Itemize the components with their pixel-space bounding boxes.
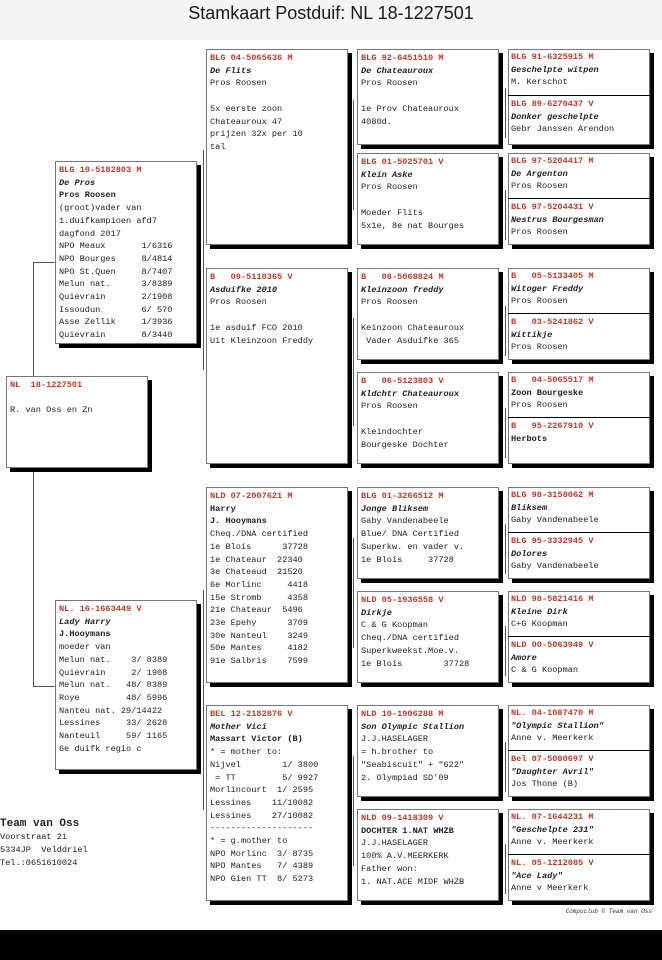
note: 100% A.V.MEERKERK xyxy=(361,851,449,862)
pigeon-card-mmf[interactable] xyxy=(357,705,499,797)
pigeon-card-gen4[interactable] xyxy=(508,751,650,796)
connector xyxy=(505,88,506,138)
pigeon-name: DOCHTER 1.NAT WHZB xyxy=(361,825,454,836)
connector xyxy=(353,538,354,648)
note: 50e Mantes 4182 xyxy=(210,643,308,654)
pigeon-card-mfm[interactable] xyxy=(357,591,499,683)
pigeon-name: Asduifke 2010 xyxy=(210,284,278,295)
note: 23e Epehy 3709 xyxy=(210,618,308,629)
pigeon-name: Kldchtr Chateauroux xyxy=(361,388,459,399)
ring-number: BLG 89-6270437 V xyxy=(511,99,594,109)
note: Kleindochter xyxy=(361,426,423,437)
pigeon-name: Dolores xyxy=(511,548,548,559)
connector xyxy=(505,626,506,676)
note: 4080d. xyxy=(361,116,392,127)
ring-number: BLG 04-5065636 M xyxy=(210,53,293,63)
owner: Anne v. Meerkerk xyxy=(511,733,594,744)
pigeon-name: De Flits xyxy=(210,65,252,76)
note: 1e Blois 37728 xyxy=(361,554,454,565)
note: 6e duifk regio c xyxy=(59,743,142,754)
pigeon-card-gen4[interactable] xyxy=(508,418,650,463)
pigeon-name: Zoon Bourgeske xyxy=(511,387,584,398)
pigeon-card-ffm[interactable] xyxy=(357,153,499,245)
pigeon-card-mother[interactable] xyxy=(55,600,197,770)
owner: Pros Roosen xyxy=(361,401,418,412)
note: (groot)vader van xyxy=(59,203,142,214)
ring-number: NL. 04-1087470 M xyxy=(511,708,594,718)
note: "Seabiscuit" + "622" xyxy=(361,759,465,770)
pigeon-card-gen4[interactable] xyxy=(508,533,650,578)
owner: Pros Roosen xyxy=(210,78,267,89)
pigeon-name: Amore xyxy=(511,652,537,663)
owner: Pros Roosen xyxy=(361,297,418,308)
ring-number: BLG 92-6451510 M xyxy=(361,53,444,63)
pigeon-card-gen4[interactable] xyxy=(508,153,650,198)
note: Issoudun 6/ 570 xyxy=(59,304,173,315)
ring-number: BLG 97-5204417 M xyxy=(511,156,594,166)
pigeon-card-gen4[interactable] xyxy=(508,372,650,417)
pigeon-card-fff[interactable] xyxy=(357,49,499,145)
note: Roye 48/ 5996 xyxy=(59,692,168,703)
pigeon-name: "Geschelpte 231" xyxy=(511,824,594,835)
pigeon-card-gen4[interactable] xyxy=(508,591,650,636)
owner: Gaby Vandenabeele xyxy=(511,515,599,526)
pigeon-card-subject[interactable] xyxy=(6,376,148,468)
note: Melun nat. 48/ 8389 xyxy=(59,680,168,691)
connector xyxy=(353,756,354,866)
connector xyxy=(203,590,204,810)
owner: C+G Koopman xyxy=(511,619,568,630)
note: 5x eerste zoon xyxy=(210,103,283,114)
ring-number: B 08-5068824 M xyxy=(361,272,444,282)
connector xyxy=(505,306,506,356)
note: Quievrain 2/ 1908 xyxy=(59,667,168,678)
ring-number: BLG 95-3332945 V xyxy=(511,536,594,546)
note: * = g.mother to xyxy=(210,836,288,847)
pigeon-card-mff[interactable] xyxy=(357,487,499,579)
owner: M. Kerschot xyxy=(511,77,568,88)
pigeon-card-mmm[interactable] xyxy=(357,809,499,901)
connector xyxy=(505,742,506,792)
connector xyxy=(353,318,354,426)
pigeon-card-gen4[interactable] xyxy=(508,199,650,244)
ring-number: NL. 07-1644231 M xyxy=(511,812,594,822)
pigeon-card-gen4[interactable] xyxy=(508,96,650,144)
pigeon-name: Jonge Bliksem xyxy=(361,503,429,514)
note: NPO Morlinc 3/ 8735 xyxy=(210,848,314,859)
page-title: Stamkaart Postduif: NL 18-1227501 xyxy=(188,3,474,23)
note: Chateauroux 47 xyxy=(210,116,283,127)
note: NPO Mantes 7/ 4389 xyxy=(210,861,314,872)
connector xyxy=(505,408,506,458)
note: 1e Chateaur 22340 xyxy=(210,554,303,565)
pigeon-name: Donker geschelpte xyxy=(511,111,599,122)
note: 1e Blois 37728 xyxy=(210,541,308,552)
note: Superkweekst.Moe.v. xyxy=(361,645,459,656)
note: = h.brother to xyxy=(361,747,434,758)
note: Lessines 27/10082 xyxy=(210,810,314,821)
breeder-contact xyxy=(0,818,88,870)
pigeon-name: Harry xyxy=(210,503,236,514)
owner: J. Hooymans xyxy=(210,516,267,527)
ring-number: BLG 01-5025701 V xyxy=(361,157,444,167)
pigeon-card-gen4[interactable] xyxy=(508,855,650,900)
owner: C & G Koopman xyxy=(361,620,429,631)
connector xyxy=(33,468,34,686)
owner: Anne v. Meerkerk xyxy=(511,837,594,848)
note: Vader Asduifke 365 xyxy=(361,335,459,346)
note: Moeder Flits xyxy=(361,207,423,218)
note: 91e Salbris 7599 xyxy=(210,656,308,667)
pigeon-card-gen4[interactable] xyxy=(508,705,650,750)
note: Nijvel 1/ 3800 xyxy=(210,759,319,770)
owner: Massart Victor (B) xyxy=(210,734,303,745)
pigeon-name: Dirkje xyxy=(361,607,392,618)
note: 1e Prov Chateauroux xyxy=(361,103,459,114)
note: Melun nat. 3/ 8389 xyxy=(59,654,168,665)
note: Keinzoon Chateauroux xyxy=(361,322,465,333)
owner: Pros Roosen xyxy=(511,296,568,307)
ring-number: BLG 91-6325915 M xyxy=(511,52,594,62)
note: Morlincourt 1/ 2595 xyxy=(210,785,314,796)
pigeon-card-gen4[interactable] xyxy=(508,637,650,682)
owner: Pros Roosen xyxy=(511,227,568,238)
connector xyxy=(203,150,204,370)
note: NPO Gien TT 8/ 5273 xyxy=(210,874,314,885)
owner: Pros Roosen xyxy=(210,297,267,308)
owner: Pros Roosen xyxy=(511,342,568,353)
ring-number: NL 18-1227501 xyxy=(10,380,83,390)
phone: Tel.:0651610024 xyxy=(0,858,78,868)
owner: Pros Roosen xyxy=(511,181,568,192)
connector xyxy=(505,844,506,894)
pigeon-card-fm[interactable] xyxy=(206,268,348,464)
pigeon-card-mm[interactable] xyxy=(206,705,348,901)
ring-number: BLG 98-3158062 M xyxy=(511,490,594,500)
city: 5334JP Velddriel xyxy=(0,845,88,855)
note: Quievrain 2/1908 xyxy=(59,292,173,303)
pigeon-name: Witoger Freddy xyxy=(511,283,584,294)
pigeon-name: Herbots xyxy=(511,433,548,444)
note: 1e asduif FCO 2010 xyxy=(210,322,303,333)
ring-number: NLD 07-2007621 M xyxy=(210,491,293,501)
pigeon-card-gen4[interactable] xyxy=(508,314,650,359)
owner: J.J.HASELAGER xyxy=(361,734,429,745)
ring-number: B 95-2267910 V xyxy=(511,421,594,431)
ring-number: NLD 10-1906288 M xyxy=(361,709,444,719)
pigeon-card-mf[interactable] xyxy=(206,487,348,683)
pigeon-name: "Ace Lady" xyxy=(511,870,563,881)
pigeon-name: Son Olympic Stallion xyxy=(361,721,465,732)
note: 6e Morlinc 4418 xyxy=(210,579,308,590)
pigeon-name: Kleine Dirk xyxy=(511,606,568,617)
owner: Pros Roosen xyxy=(361,182,418,193)
owner: Gebr Janssen Arendon xyxy=(511,124,615,135)
credit: Compuclub © Team van Oss xyxy=(565,908,652,915)
pigeon-card-gen4[interactable] xyxy=(508,268,650,313)
note: NPO Bourges 8/4814 xyxy=(59,253,173,264)
note: Bourgeske Dochter xyxy=(361,439,449,450)
pigeon-name: Geschelpte witpen xyxy=(511,64,599,75)
connector xyxy=(505,190,506,240)
note: NPO St.Quen 8/7407 xyxy=(59,266,173,277)
pigeon-card-gen4[interactable] xyxy=(508,809,650,854)
pigeon-card-fmf[interactable] xyxy=(357,268,499,360)
pigeon-name: Nestrus Bourgesman xyxy=(511,214,604,225)
pigeon-name: Lady Harry xyxy=(59,616,111,627)
pigeon-name: De Pros xyxy=(59,177,96,188)
ring-number: B 04-5065517 M xyxy=(511,375,594,385)
ring-number: NLD 98-5821416 M xyxy=(511,594,594,604)
pigeon-card-ff[interactable] xyxy=(206,49,348,245)
address: Voorstraat 21 xyxy=(0,832,68,842)
note: Blue/ DNA Certified xyxy=(361,529,459,540)
pigeon-name: De Chateauroux xyxy=(361,65,434,76)
pigeon-name: Kleinzoon freddy xyxy=(361,284,444,295)
pigeon-name: Wittikje xyxy=(511,329,553,340)
owner: R. van Oss en Zn xyxy=(10,405,93,416)
pigeon-name: Mother Vici xyxy=(210,721,267,732)
ring-number: NL. 16-1663449 V xyxy=(59,604,142,614)
ring-number: NLD 09-1418309 V xyxy=(361,813,444,823)
pigeon-name: "Olympic Stallion" xyxy=(511,720,604,731)
note: 15e Stromb 4358 xyxy=(210,592,308,603)
ring-number: BLG 97-5204431 V xyxy=(511,202,594,212)
pigeon-card-father[interactable] xyxy=(55,161,197,344)
ring-number: NL. 05-1212085 V xyxy=(511,858,594,868)
connector xyxy=(505,524,506,574)
note: Cheq./DNA certified xyxy=(210,529,308,540)
note: Nanteu nat. 29/14422 xyxy=(59,705,163,716)
note: 5x1e, 8e nat Bourges xyxy=(361,220,465,231)
note: 30e Nanteul 3249 xyxy=(210,630,308,641)
ring-number: B 09-5110365 V xyxy=(210,272,293,282)
note: NPO Meaux 1/6316 xyxy=(59,241,173,252)
note: 21e Chateaur 5496 xyxy=(210,605,303,616)
note: Father won: xyxy=(361,863,418,874)
owner: J.Hooymans xyxy=(59,629,111,640)
ring-number: BLG 01-3266512 M xyxy=(361,491,444,501)
owner: Gaby Vandenabeele xyxy=(361,516,449,527)
owner: Anne v Meerkerk xyxy=(511,883,589,894)
ring-number: B 03-5241862 V xyxy=(511,317,594,327)
pigeon-card-fmm[interactable] xyxy=(357,372,499,464)
bottom-bar xyxy=(0,930,662,960)
note: tal xyxy=(210,141,226,152)
note: 3e Chateaud 21520 xyxy=(210,567,303,578)
ring-number: BEL 12-2182876 V xyxy=(210,709,293,719)
connector xyxy=(353,100,354,210)
ring-number: NLD 00-5063949 V xyxy=(511,640,594,650)
owner: Jos Thone (B) xyxy=(511,779,579,790)
note: Melun nat. 3/8389 xyxy=(59,279,173,290)
ring-number: B 05-5133405 M xyxy=(511,271,594,281)
ring-number: BLG 10-5182803 M xyxy=(59,165,142,175)
note: Lessines 33/ 2628 xyxy=(59,718,168,729)
connector xyxy=(33,686,55,687)
connector xyxy=(33,262,34,376)
ring-number: B 06-5123803 V xyxy=(361,376,444,386)
note: Superkw. en vader v. xyxy=(361,541,465,552)
note: -------------------- xyxy=(210,823,314,834)
note: 2. Olympiad SD'09 xyxy=(361,772,449,783)
note: Nanteuil 59/ 1165 xyxy=(59,731,168,742)
owner: Pros Roosen xyxy=(511,400,568,411)
pigeon-card-gen4[interactable] xyxy=(508,49,650,95)
connector xyxy=(33,262,55,263)
owner: Gaby Vandenabeele xyxy=(511,561,599,572)
ring-number: Bel 07-5080697 V xyxy=(511,754,594,764)
note: * = mother to: xyxy=(210,747,283,758)
owner: C & G Koopman xyxy=(511,665,579,676)
note: Asse Zellik 1/3936 xyxy=(59,317,173,328)
note: Quievrain 8/3440 xyxy=(59,330,173,341)
pigeon-name: Klein Aske xyxy=(361,169,413,180)
team-name: Team van Oss xyxy=(0,818,80,830)
pigeon-name: Bliksem xyxy=(511,502,548,513)
ring-number: NLD 05-1936558 V xyxy=(361,595,444,605)
owner: J.J.HASELAGER xyxy=(361,838,429,849)
note: prijzen 32x per 10 xyxy=(210,129,303,140)
owner: Pros Roosen xyxy=(59,190,116,201)
note: Uit Kleinzoon Freddy xyxy=(210,335,314,346)
pigeon-name: "Daughter Avril" xyxy=(511,766,594,777)
pigeon-card-gen4[interactable] xyxy=(508,487,650,532)
note: dagfond 2017 xyxy=(59,228,121,239)
note: 1.duifkampioen afd7 xyxy=(59,215,157,226)
note: 1. NAT.ACE MIDF WHZB xyxy=(361,876,465,887)
note: 1e Blois 37728 xyxy=(361,658,470,669)
note: = TT 5/ 9927 xyxy=(210,772,319,783)
owner: Pros Roosen xyxy=(361,78,418,89)
note: Cheq./DNA certified xyxy=(361,633,459,644)
note: moeder van xyxy=(59,642,111,653)
note: Lessines 11/10082 xyxy=(210,797,314,808)
pigeon-name: De Argenton xyxy=(511,168,568,179)
